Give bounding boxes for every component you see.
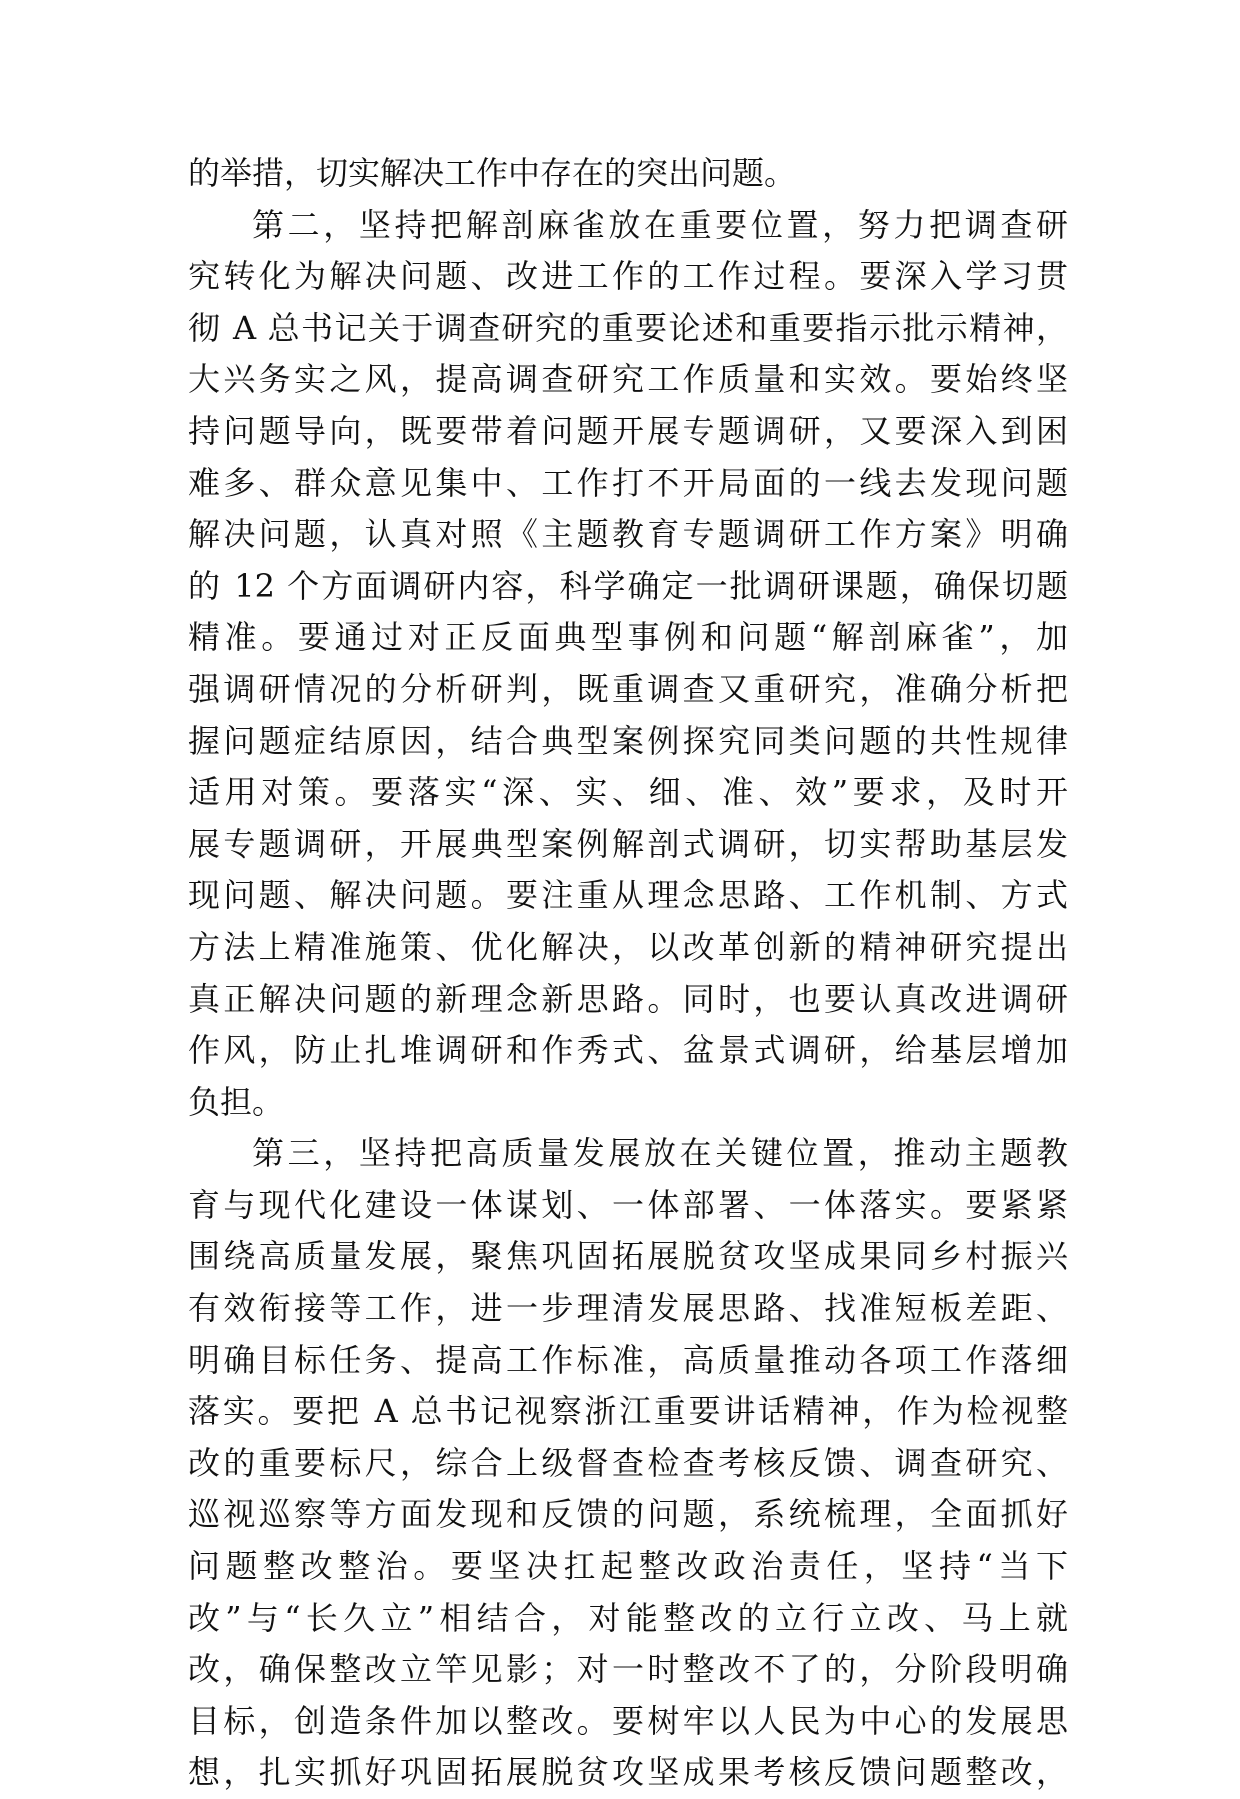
text-line: 明确目标任务、提高工作标准，高质量推动各项工作落细: [188, 1340, 1068, 1379]
text-line: 想，扎实抓好巩固拓展脱贫攻坚成果考核反馈问题整改，: [188, 1753, 1068, 1792]
text-line: 方法上精准施策、优化解决，以改革创新的精神研究提出: [188, 927, 1068, 966]
text-line: 巡视巡察等方面发现和反馈的问题，系统梳理，全面抓好: [188, 1495, 1068, 1534]
text-line: 强调研情况的分析研判，既重调查又重研究，准确分析把: [188, 669, 1068, 708]
text-line: 持问题导向，既要带着问题开展专题调研，又要深入到困: [188, 411, 1068, 450]
text-line: 精准。要通过对正反面典型事例和问题“解剖麻雀”，加: [188, 618, 1068, 657]
text-line: 负担。: [188, 1082, 285, 1121]
text-line: 的 12 个方面调研内容，科学确定一批调研课题，确保切题: [188, 566, 1068, 605]
body-text: [188, 148, 1068, 1799]
text-line: 改，确保整改立竿见影；对一时整改不了的，分阶段明确: [188, 1650, 1068, 1689]
text-line: 目标，创造条件加以整改。要树牢以人民为中心的发展思: [188, 1701, 1068, 1740]
text-line: 现问题、解决问题。要注重从理念思路、工作机制、方式: [188, 876, 1068, 915]
text-line: 作风，防止扎堆调研和作秀式、盆景式调研，给基层增加: [188, 1031, 1068, 1070]
text-line: 适用对策。要落实“深、实、细、准、效”要求，及时开: [188, 773, 1068, 812]
text-line: 难多、群众意见集中、工作打不开局面的一线去发现问题: [188, 463, 1068, 502]
text-line: 育与现代化建设一体谋划、一体部署、一体落实。要紧紧: [188, 1185, 1068, 1224]
text-line: 有效衔接等工作，进一步理清发展思路、找准短板差距、: [188, 1289, 1068, 1328]
text-line: 改的重要标尺，综合上级督查检查考核反馈、调查研究、: [188, 1443, 1068, 1482]
text-line: 握问题症结原因，结合典型案例探究同类问题的共性规律: [188, 721, 1068, 760]
paragraph-first-line: 第三，坚持把高质量发展放在关键位置，推动主题教: [252, 1134, 1068, 1173]
text-line: 改”与“长久立”相结合，对能整改的立行立改、马上就: [188, 1598, 1068, 1637]
paragraph-first-line: 第二，坚持把解剖麻雀放在重要位置，努力把调查研: [252, 205, 1068, 244]
text-line: 究转化为解决问题、改进工作的工作过程。要深入学习贯: [188, 257, 1068, 296]
text-line: 问题整改整治。要坚决扛起整改政治责任，坚持“当下: [188, 1547, 1068, 1586]
text-line: 彻 A 总书记关于调查研究的重要论述和重要指示批示精神，: [188, 308, 1068, 347]
text-line: 真正解决问题的新理念新思路。同时，也要认真改进调研: [188, 979, 1068, 1018]
text-line: 大兴务实之风，提高调查研究工作质量和实效。要始终坚: [188, 360, 1068, 399]
text-line: 展专题调研，开展典型案例解剖式调研，切实帮助基层发: [188, 824, 1068, 863]
text-line: 解决问题，认真对照《主题教育专题调研工作方案》明确: [188, 515, 1068, 554]
text-line: 落实。要把 A 总书记视察浙江重要讲话精神，作为检视整: [188, 1392, 1068, 1431]
text-line: 围绕高质量发展，聚焦巩固拓展脱贫攻坚成果同乡村振兴: [188, 1237, 1068, 1276]
text-line: 的举措，切实解决工作中存在的突出问题。: [188, 154, 797, 192]
